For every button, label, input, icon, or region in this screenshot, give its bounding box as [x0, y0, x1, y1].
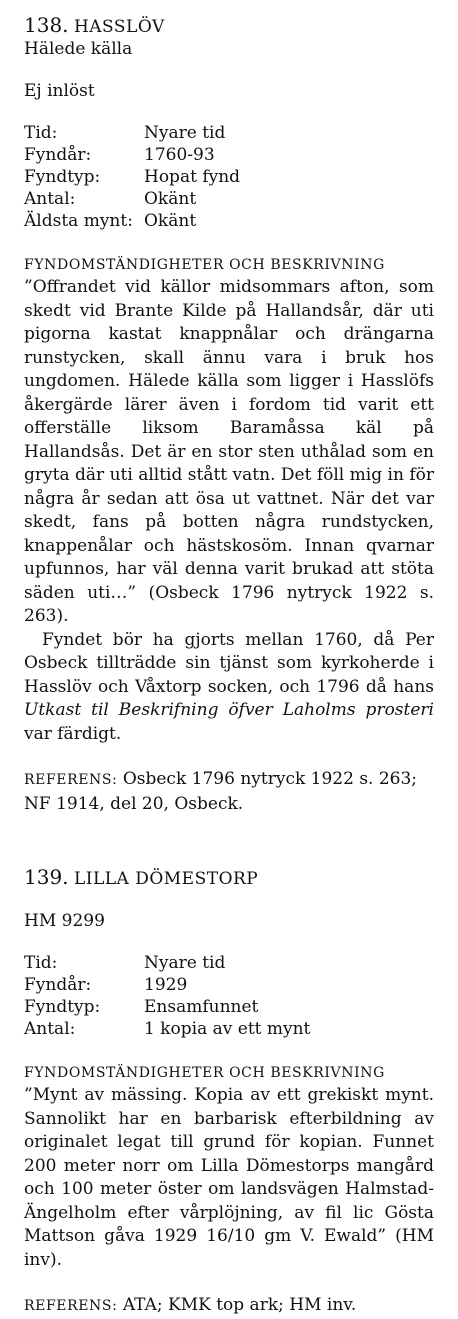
fact-row — [24, 952, 434, 974]
commentary-text-end: var färdigt. — [24, 723, 122, 744]
fact-row — [24, 188, 434, 210]
fact-value: 1929 — [144, 975, 188, 995]
inventory-number: HM 9299 — [24, 911, 105, 931]
description-paragraph: ”Offrandet vid källor midsommars afton, som skedt vid Brante Kilde på Hallandsår, där uti pigorna kastat knappnålar och drängarna runstycken, skall ännu vara i bruk hos ungdomen. Hälede källa som ligger i Hasslöfs åkergärde lärer även i fordom tid varit ett offerställe liksom Baramåssa käl på Hallandsås. Det är en stor sten uthålad som en gryta där uti alltid stått vatn. Det föll mig in för några år sedan att ösa ut vattnet. När det var skedt, fans på botten några rundstycken, knappenålar och hästskosöm. Innan qvarnar upfunnos, har väl denna varit brukad att stöta säden uti…” (Osbeck 1796 nytryck 1922 s. 263). — [24, 277, 434, 626]
fact-label: Tid: — [24, 123, 58, 143]
fact-label: Tid: — [24, 953, 58, 973]
entry-139 — [24, 866, 434, 1319]
entry-status: Ej inlöst — [24, 81, 95, 101]
references-label: REFERENS: — [24, 1298, 118, 1314]
entry-name: LILLA DÖMESTORP — [73, 869, 259, 889]
fact-value: Ensamfunnet — [144, 997, 259, 1017]
references — [24, 1294, 434, 1319]
fact-row — [24, 122, 434, 144]
fact-value: Nyare tid — [144, 953, 226, 973]
facts-table — [24, 122, 434, 232]
fact-value: Hopat fynd — [144, 167, 241, 187]
fact-label: Antal: — [24, 1019, 76, 1039]
commentary-paragraph — [24, 629, 434, 747]
description-paragraph: ”Mynt av mässing. Kopia av ett grekiskt mynt. Sannolikt har en barbarisk efterbildning av originalet legat till grund för kopian. Funnet 200 meter norr om Lilla Dömestorps mangård och 100 meter öster om landsvägen Halmstad-Ängelholm efter vårplöjning, av fil lic Gösta Mattson gåva 1929 16/10 gm V. Ewald” (HM inv). — [24, 1085, 434, 1270]
references-text: ATA; KMK top ark; HM inv. — [117, 1295, 357, 1315]
references — [24, 768, 434, 816]
fact-label: Fyndår: — [24, 145, 92, 165]
fact-value: 1760-93 — [144, 145, 215, 165]
book-title: Utkast til Beskrifning öfver Laholms prosteri — [24, 700, 434, 720]
section-heading: FYNDOMSTÄNDIGHETER OCH BESKRIVNING — [24, 1065, 385, 1081]
fact-label: Antal: — [24, 189, 76, 209]
fact-label: Fyndtyp: — [24, 997, 101, 1017]
fact-value: Nyare tid — [144, 123, 226, 143]
fact-label: Fyndtyp: — [24, 167, 101, 187]
fact-row — [24, 166, 434, 188]
section-heading: FYNDOMSTÄNDIGHETER OCH BESKRIVNING — [24, 257, 385, 273]
references-label: REFERENS: — [24, 772, 118, 788]
entry-subtitle: Hälede källa — [24, 39, 133, 59]
entry-heading — [24, 14, 434, 38]
fact-value: 1 kopia av ett mynt — [144, 1019, 311, 1039]
entry-number: 138. — [24, 13, 69, 37]
fact-row — [24, 1018, 434, 1040]
entry-heading — [24, 866, 434, 890]
fact-label: Äldsta mynt: — [24, 211, 133, 231]
fact-row — [24, 974, 434, 996]
fact-value: Okänt — [144, 211, 197, 231]
entry-name: HASSLÖV — [73, 17, 165, 37]
fact-row — [24, 210, 434, 232]
entry-138 — [24, 14, 434, 816]
fact-row — [24, 996, 434, 1018]
fact-label: Fyndår: — [24, 975, 92, 995]
commentary-text: Fyndet bör ha gjorts mellan 1760, då Per Osbeck tillträdde sin tjänst som kyrkoherde i Hasslöv och Våxtorp socken, och 1796 då hans — [24, 629, 434, 697]
fact-value: Okänt — [144, 189, 197, 209]
fact-row — [24, 144, 434, 166]
facts-table — [24, 952, 434, 1040]
entry-number: 139. — [24, 865, 69, 889]
references-text: Osbeck 1796 nytryck 1922 s. 263; NF 1914, del 20, Osbeck. — [24, 769, 418, 814]
